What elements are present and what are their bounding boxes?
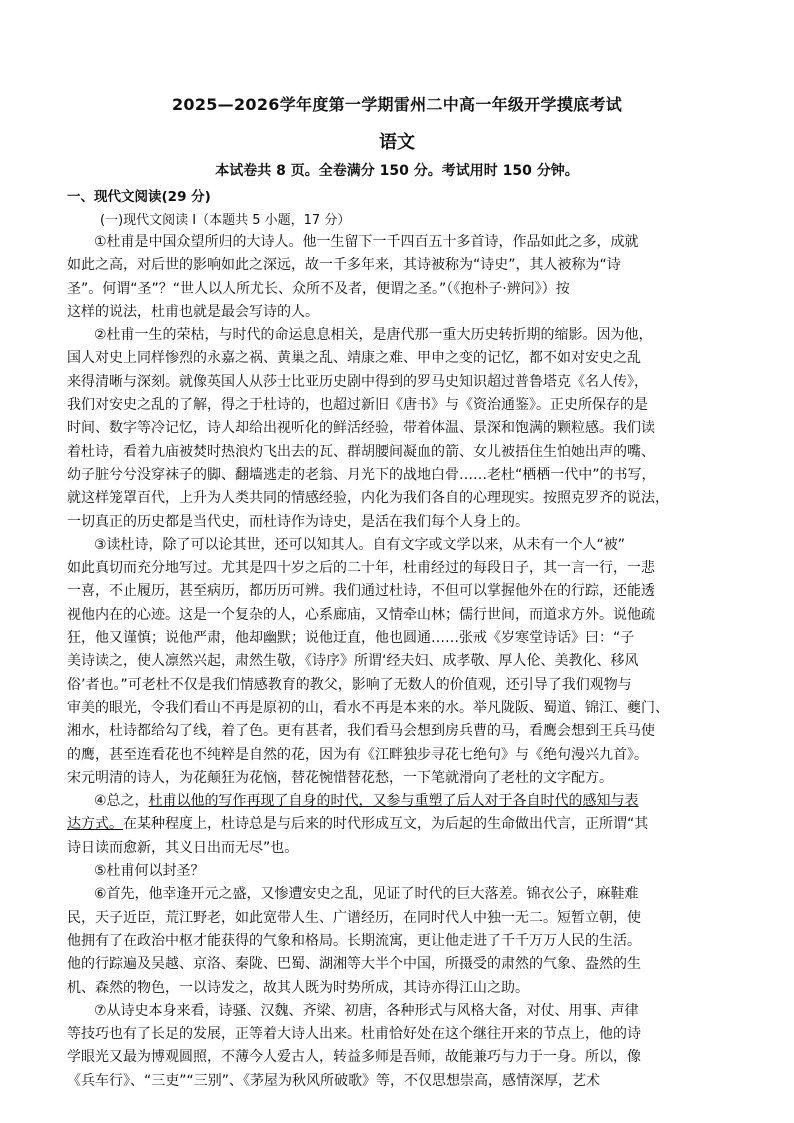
exam-title: 2025—2026学年度第一学期雷州二中高一年级开学摸底考试 (171, 95, 623, 114)
passage-line: 国人对史上同样惨烈的永嘉之祸、黄巢之乱、靖康之难、甲申之变的记忆，都不如对安史之乱 (67, 350, 641, 367)
passage-line: 就这样笼罩百代，上升为人类共同的情感经验，内化为我们各自的心理现实。按照克罗齐的说法， (67, 490, 669, 507)
underlined-sentence-end: 达方式。 (67, 816, 123, 833)
passage-line: 幼子脏兮兮没穿袜子的脚、翻墙逃走的老翁、月光下的战地白骨……老杜“栖栖一代中”的书写， (67, 466, 656, 483)
passage-line: 湘水，杜诗都给勾了线，着了色。更有甚者，我们看马会想到房兵曹的马，看鹰会想到王兵马使 (67, 723, 655, 740)
passage-line: 狂，他又谨慎；说他严肃，他却幽默；说他迂直，他也圆通……张戒《岁寒堂诗话》曰：“子 (67, 630, 635, 647)
passage-line-underlined (67, 790, 725, 813)
passage-line: ③读杜诗，除了可以论其世，还可以知其人。自有文字或文学以来，从未有一个人“被” (94, 536, 626, 553)
subject-title: 语文 (379, 132, 415, 153)
passage-line: 这样的说法，杜甫也就是最会写诗的人。 (67, 303, 319, 320)
passage-line (67, 813, 725, 836)
passage-line: 等技巧也有了长足的发展，正等着大诗人出来。杜甫恰好处在这个继往开来的节点上，他的诗 (67, 1026, 641, 1043)
passage-line: 宋元明清的诗人，为花颠狂为花恼，替花惋惜替花愁，一下笔就滑向了老杜的文字配方。 (67, 769, 613, 786)
passage-line: 来得清晰与深刻。就像英国人从莎士比亚历史剧中得到的罗马史知识超过普鲁塔克《名人传》， (67, 373, 648, 390)
passage-line: 的鹰，甚至连看花也不纯粹是自然的花，因为有《江畔独步寻花七绝句》与《绝句漫兴九首》。 (67, 746, 648, 763)
passage-line: 民，天子近臣，荒江野老，如此宽带人生、广谱经历，在同时代人中独一无二。短暂立朝，使 (67, 909, 641, 926)
passage-line-start: ④总之， (94, 793, 149, 810)
passage-line: ①杜甫是中国众望所归的大诗人。他一生留下一千四百五十多首诗，作品如此之多，成就 (94, 234, 639, 250)
exam-info: 本试卷共 8 页。全卷满分 150 分。考试用时 150 分钟。 (215, 163, 579, 179)
passage-line: ②杜甫一生的荣枯，与时代的命运息息相关，是唐代那一重大历史转折期的缩影。因为他， (94, 327, 653, 344)
passage-line: 一切真正的历史都是当代史，而杜诗作为诗史，是活在我们每个人身上的。 (67, 513, 529, 530)
passage-line: 时间、数字等冷记忆，诗人却给出视听化的鲜活经验，带着体温、景深和饱满的颗粒感。我们读 (67, 420, 655, 437)
passage-line: 美诗读之，使人凛然兴起，肃然生敬，《诗序》所谓‘经夫妇、成孝敬、厚人伦、美教化、移风 (67, 653, 639, 670)
passage-line: 他拥有了在政治中枢才能获得的气象和格局。长期流寓，更让他走进了千千万万人民的生活。 (67, 932, 641, 949)
passage-line: 《兵车行》、“三吏”“三别”、《茅屋为秋风所破歌》等，不仅思想崇高，感情深厚，艺术 (67, 1072, 601, 1089)
passage-line-rest: 在某种程度上，杜诗总是与后来的时代形成互文，为后起的生命做出代言，正所谓“其 (123, 816, 649, 833)
passage-line: 圣”。何谓“圣”？“世人以人所尤长、众所不及者，便谓之圣。”（《抱朴子·辨问》）按 (67, 280, 570, 297)
passage-line: 俗’者也。”可老杜不仅是我们情感教育的教父，影响了无数人的价值观，还引导了我们观物与 (67, 676, 632, 693)
passage-line: 诗日读而愈新，其义日出而无尽”也。 (67, 839, 299, 856)
passage-line: 着杜诗，看着九庙被焚时热浪灼飞出去的瓦、群胡腰间凝血的箭、女儿被捂住生怕她出声的嘴、 (67, 443, 655, 460)
passage-line: 如此真切而充分地写过。尤其是四十岁之后的二十年，杜甫经过的每段日子，其一言一行，一悲 (67, 560, 655, 577)
reading-passage (67, 231, 725, 1093)
passage-line: 学眼光又最为博观圆照，不薄今人爱古人，转益多师是吾师，故能兼巧与力于一身。所以，像 (67, 1049, 641, 1066)
passage-line: ⑤杜甫何以封圣？ (94, 863, 205, 880)
passage-line: 机、森然的物色，一以诗发之，故其人既为时势所成，其诗亦得江山之助。 (67, 979, 529, 996)
passage-line: 他的行踪遍及吴越、京洛、秦陇、巴蜀、湖湘等大半个中国，所摄受的肃然的气象、盎然的生 (67, 956, 641, 973)
section-subtitle: (一)现代文阅读 I（本题共 5 小题，17 分） (100, 213, 351, 228)
underlined-sentence: 杜甫以他的写作再现了自身的时代，又参与重塑了后人对于各自时代的感知与表 (148, 793, 639, 810)
passage-line: 我们对安史之乱的了解，得之于杜诗的，也超过新旧《唐书》与《资治通鉴》。正史所保存的是 (67, 397, 648, 414)
passage-line: 视他内在的心迹。这是一个复杂的人，心系廊庙，又情牵山林；儒行世间，而道求方外。说他疏 (67, 606, 655, 623)
passage-line: ⑦从诗史本身来看，诗骚、汉魏、齐梁、初唐，各种形式与风格大备，对仗、用事、声律 (94, 1002, 639, 1019)
section-title: 一、现代文阅读(29 分) (67, 189, 211, 205)
passage-line: 审美的眼光，令我们看山不再是原初的山，看水不再是本来的水。举凡陇阪、蜀道、锦江、夔门、 (67, 699, 669, 716)
passage-line: 一喜，不止履历，甚至病历，都历历可辨。我们通过杜诗，不但可以掌握他外在的行踪，还能透 (67, 583, 655, 600)
passage-line: 如此之高，对后世的影响如此之深远，故一千多年来，其诗被称为“诗史”，其人被称为“诗 (67, 257, 621, 274)
passage-line: ⑥首先，他幸逢开元之盛，又惨遭安史之乱，见证了时代的巨大落差。锦衣公子，麻鞋难 (94, 886, 639, 903)
